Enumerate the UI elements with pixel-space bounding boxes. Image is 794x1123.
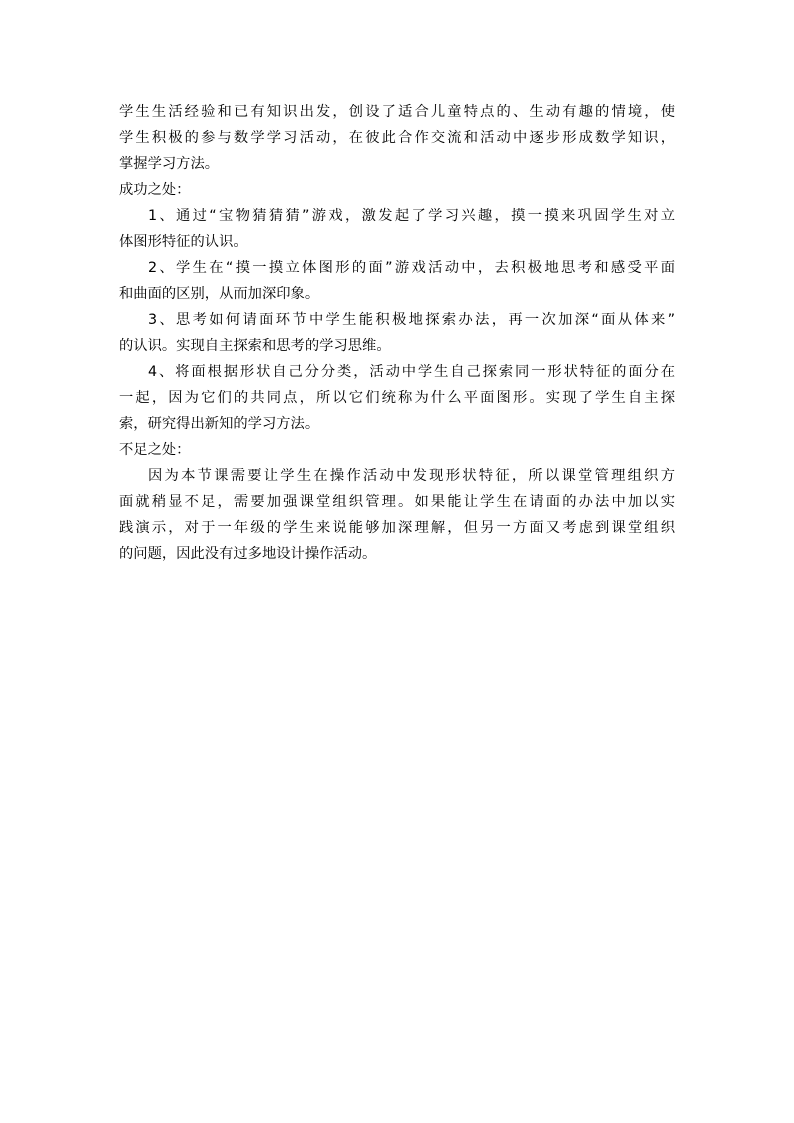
success-item-line: 和曲面的区别，从而加深印象。 (119, 286, 320, 302)
success-item-line: 的认识。实现自主探索和思考的学习思维。 (119, 338, 391, 354)
intro-line: 学生生活经验和已有知识出发，创设了适合儿童特点的、生动有趣的情境，使 (119, 104, 675, 120)
shortcoming-line: 践演示，对于一年级的学生来说能够加深理解，但另一方面又考虑到课堂组织 (119, 520, 675, 536)
success-item-line: 一起，因为它们的共同点，所以它们统称为什么平面图形。实现了学生自主探 (119, 390, 675, 406)
shortcoming-line: 面就稍显不足，需要加强课堂组织管理。如果能让学生在请面的办法中加以实 (119, 494, 675, 510)
success-item-line: 3、思考如何请面环节中学生能积极地探索办法，再一次加深“面从体来” (148, 312, 675, 328)
intro-line: 掌握学习方法。 (119, 156, 220, 172)
shortcoming-line: 因为本节课需要让学生在操作活动中发现形状特征，所以课堂管理组织方 (148, 468, 675, 484)
success-item-line: 体图形特征的认识。 (119, 234, 248, 250)
document-body (119, 99, 675, 567)
intro-line: 学生积极的参与数学学习活动，在彼此合作交流和活动中逐步形成数学知识， (119, 130, 675, 146)
success-heading: 成功之处： (119, 182, 191, 198)
success-item-line: 4、将面根据形状自己分分类，活动中学生自己探索同一形状特征的面分在 (148, 364, 675, 380)
success-item-line: 1、通过“宝物猜猜猜”游戏，激发起了学习兴趣，摸一摸来巩固学生对立 (148, 208, 675, 224)
success-item-line: 2、学生在“摸一摸立体图形的面”游戏活动中，去积极地思考和感受平面 (148, 260, 675, 276)
success-item-line: 索，研究得出新知的学习方法。 (119, 416, 320, 432)
shortcoming-line: 的问题，因此没有过多地设计操作活动。 (119, 546, 377, 562)
shortcoming-heading: 不足之处： (119, 442, 191, 458)
